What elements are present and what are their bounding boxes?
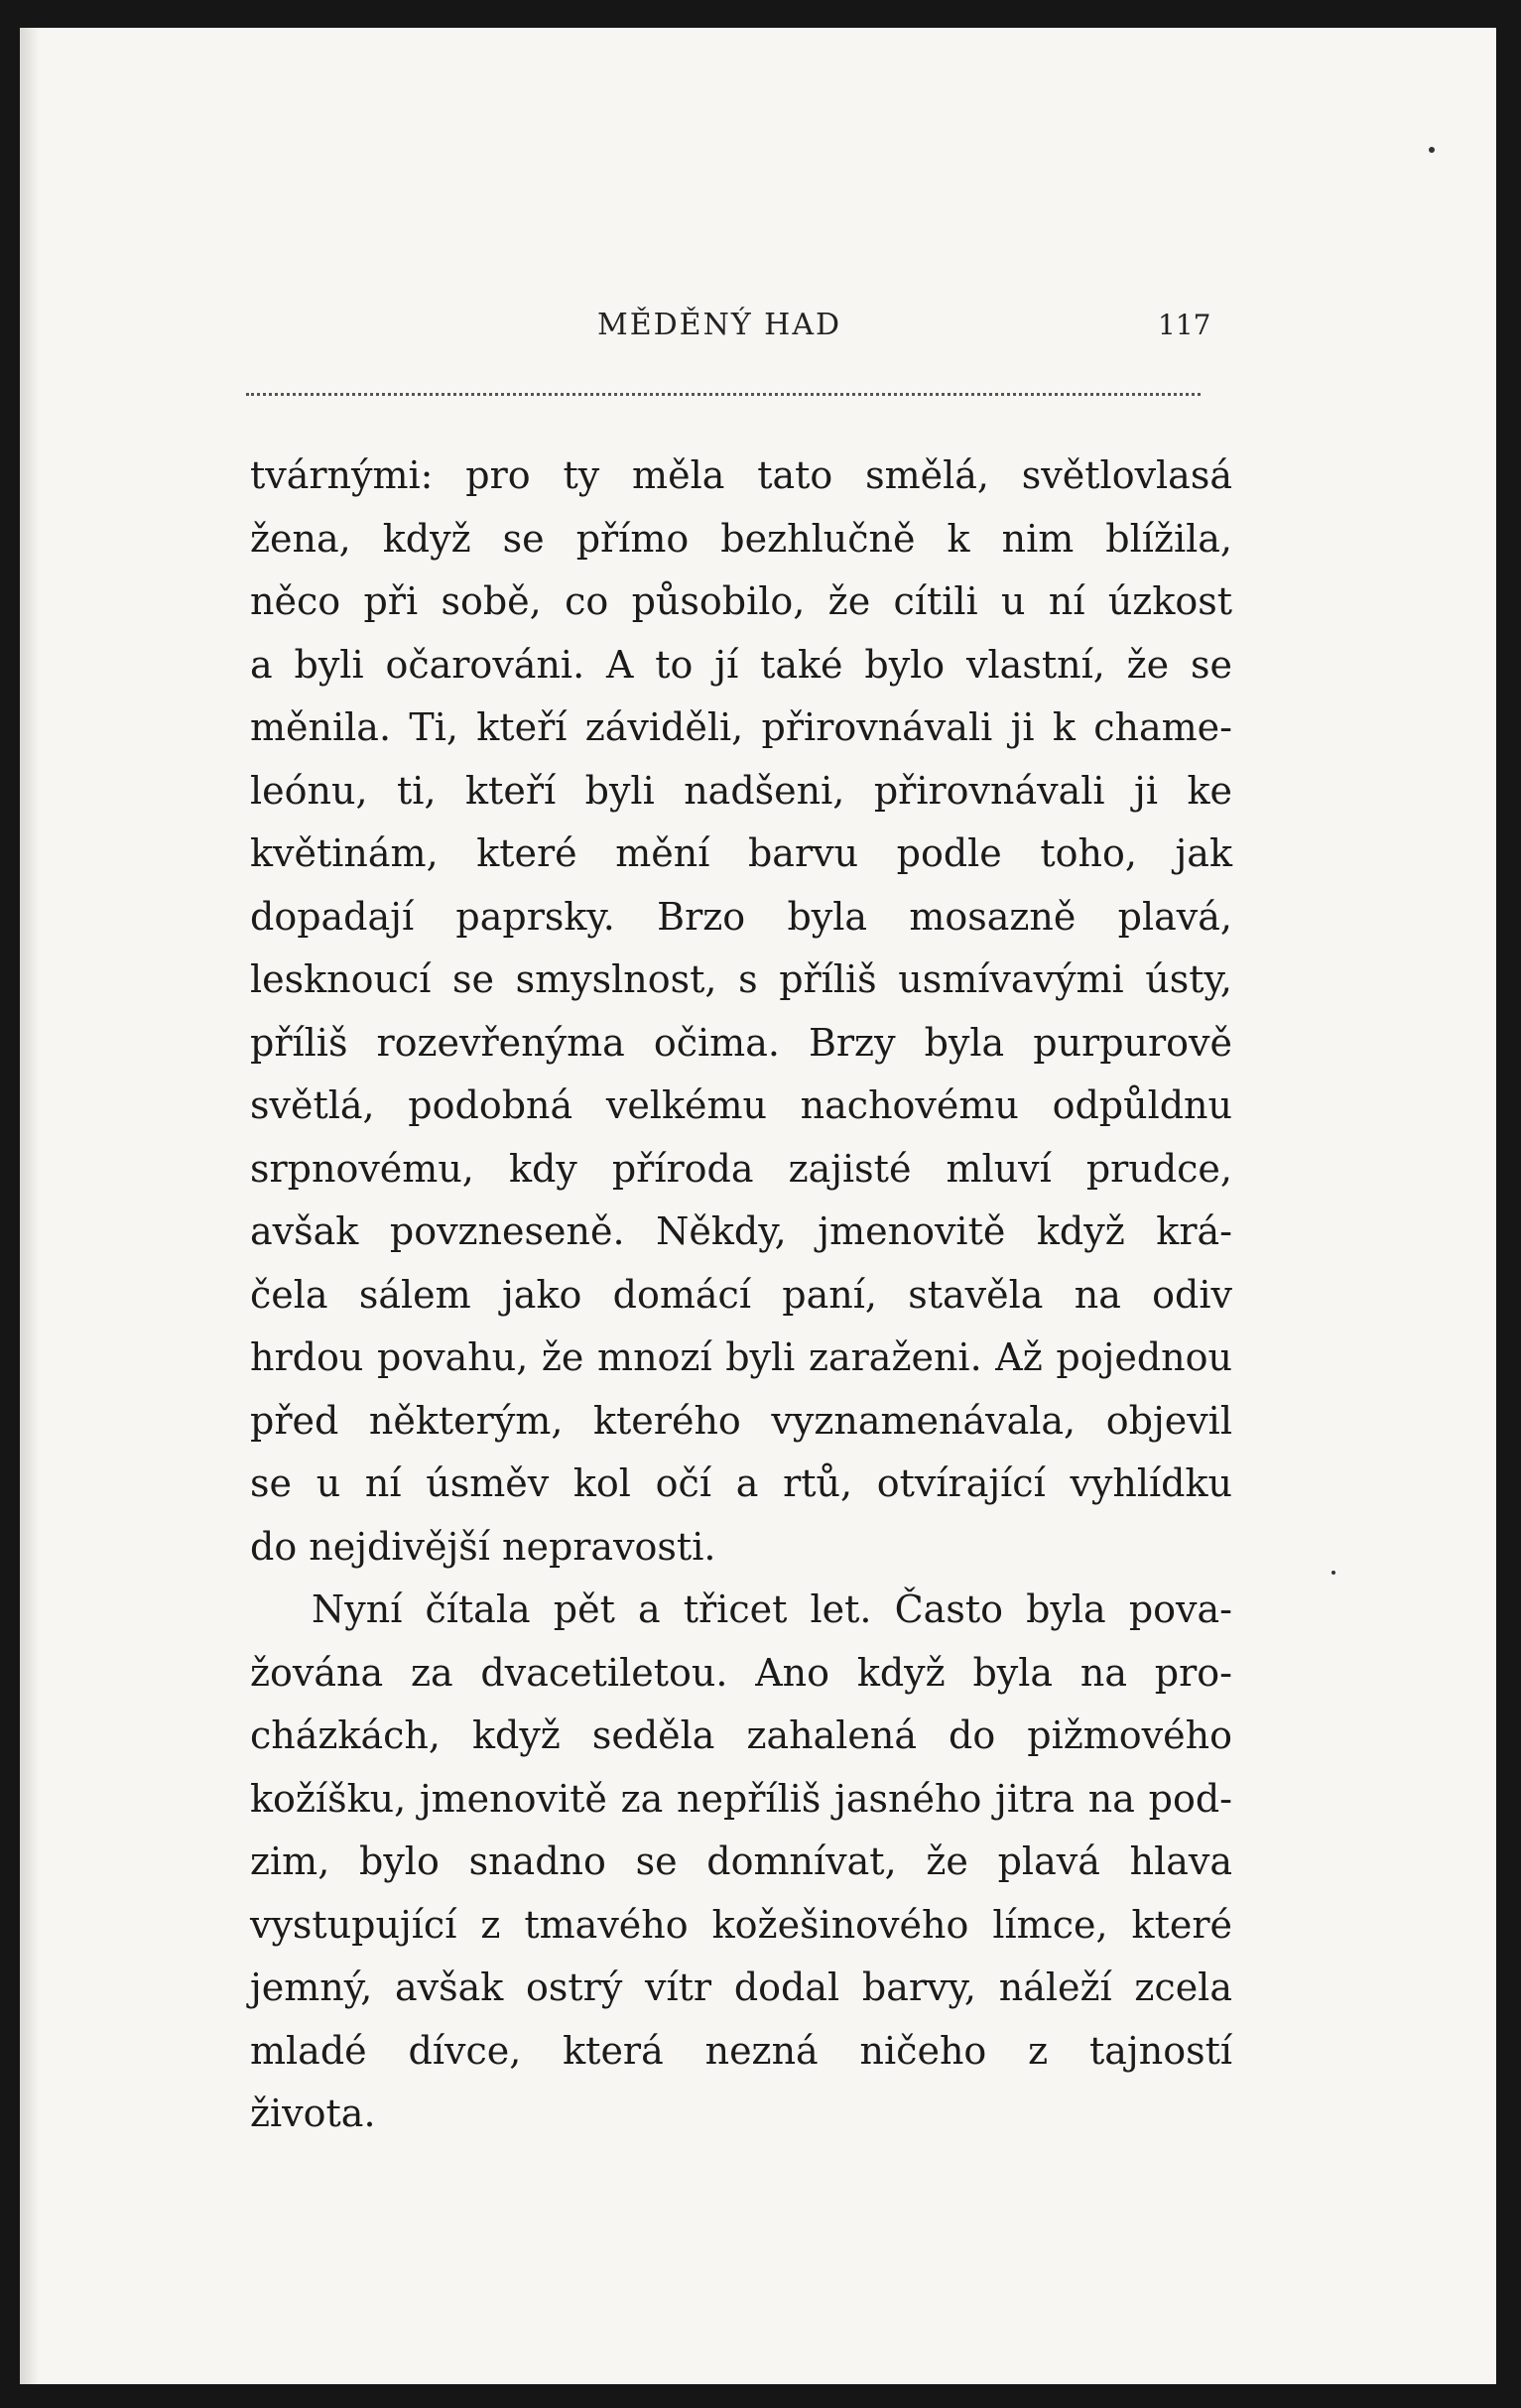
- text-line: žena, když se přímo bezhlučně k nim blížila,: [250, 516, 1232, 561]
- text-line: květinám, které mění barvu podle toho, jak: [250, 831, 1232, 875]
- text-line: Nyní čítala pět a třicet let. Často byla pova-: [312, 1587, 1232, 1631]
- text-line: žována za dvacetiletou. Ano když byla na pro-: [250, 1650, 1232, 1695]
- text-line: příliš rozevřenýma očima. Brzy byla purpurově: [250, 1020, 1232, 1065]
- text-line: a byli očarováni. A to jí také bylo vlastní, že se: [250, 642, 1232, 687]
- text-line: mladé dívce, která nezná ničeho z tajností: [250, 2028, 1232, 2073]
- text-line: avšak povzneseně. Někdy, jmenovitě když krá-: [250, 1209, 1232, 1253]
- text-line: kožíšku, jmenovitě za nepříliš jasného jitra na pod-: [250, 1776, 1232, 1821]
- header-dotted-rule: [246, 393, 1201, 396]
- text-line: se u ní úsměv kol očí a rtů, otvírající vyhlídku: [250, 1461, 1232, 1505]
- text-line: lesknoucí se smyslnost, s příliš usmívavými ústy,: [250, 957, 1232, 1001]
- scan-speck: [1429, 147, 1435, 153]
- text-line: vystupující z tmavého kožešinového límce, které: [250, 1902, 1232, 1947]
- text-line: dopadají paprsky. Brzo byla mosazně plavá,: [250, 894, 1232, 939]
- text-line: čela sálem jako domácí paní, stavěla na odiv: [250, 1272, 1232, 1317]
- text-line: do nejdivější nepravosti.: [250, 1524, 716, 1569]
- text-line: jemný, avšak ostrý vítr dodal barvy, náleží zcela: [250, 1965, 1232, 2009]
- text-line: života.: [250, 2091, 376, 2135]
- running-title: MĚDĚNÝ HAD: [597, 308, 842, 342]
- text-line: před některým, kterého vyznamenávala, objevil: [250, 1398, 1232, 1443]
- text-line: hrdou povahu, že mnozí byli zaraženi. Až pojednou: [250, 1335, 1232, 1379]
- text-line: cházkách, když seděla zahalená do pižmového: [250, 1713, 1232, 1757]
- text-line: světlá, podobná velkému nachovému odpůldnu: [250, 1083, 1232, 1127]
- scan-speck: [1331, 1571, 1335, 1575]
- text-line: leónu, ti, kteří byli nadšeni, přirovnávali ji ke: [250, 768, 1232, 813]
- text-line: srpnovému, kdy příroda zajisté mluví prudce,: [250, 1146, 1232, 1191]
- page-number: 117: [1158, 309, 1211, 341]
- book-page: [20, 28, 1496, 2384]
- page-header: [20, 306, 1496, 365]
- text-line: zim, bylo snadno se domnívat, že plavá hlava: [250, 1839, 1232, 1883]
- body-text: [250, 444, 1232, 2146]
- page-gutter-shadow: [20, 28, 40, 2384]
- text-line: tvárnými: pro ty měla tato smělá, světlovlasá: [250, 453, 1232, 497]
- text-line: něco při sobě, co působilo, že cítili u ní úzkost: [250, 579, 1232, 623]
- text-line: měnila. Ti, kteří záviděli, přirovnávali ji k chame-: [250, 705, 1232, 749]
